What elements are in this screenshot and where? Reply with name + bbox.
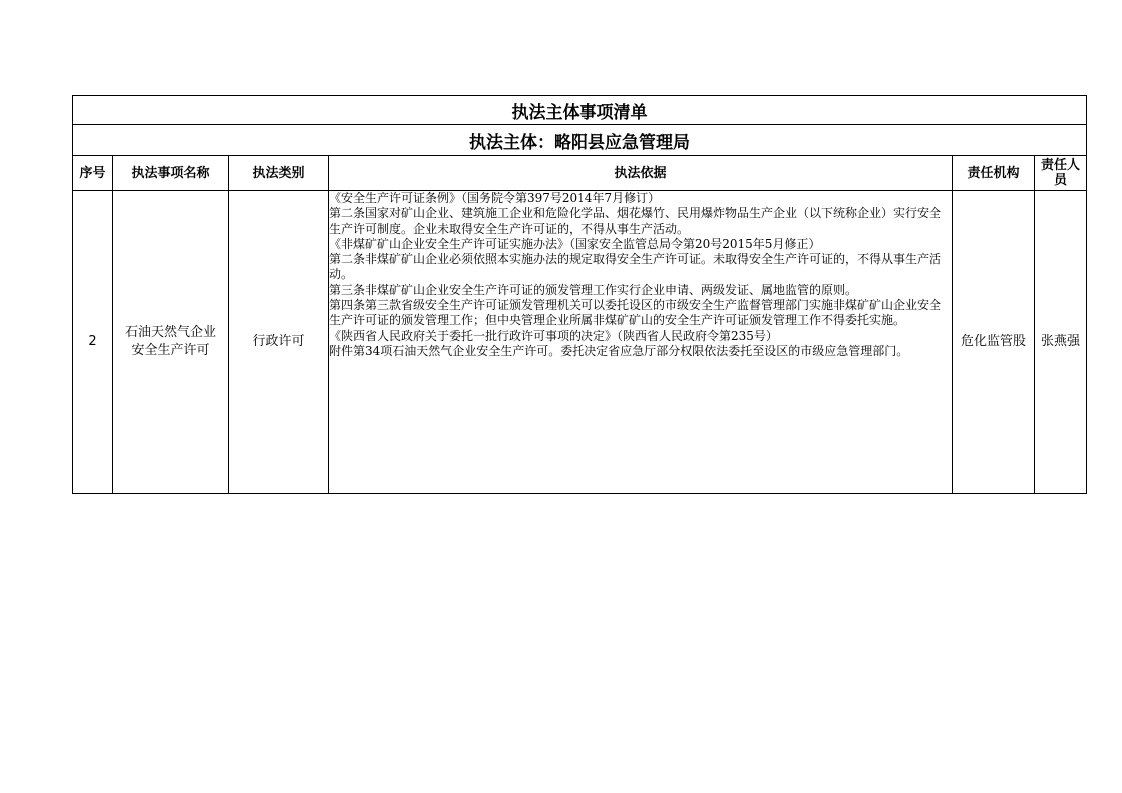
basis-line: 《安全生产许可证条例》（国务院令第397号2014年7月修订） — [329, 191, 661, 205]
header-person: 责任人员 — [1035, 156, 1087, 191]
header-row — [73, 156, 1087, 191]
table-subtitle: 执法主体：略阳县应急管理局 — [73, 125, 1087, 156]
basis-line: 附件第34项石油天然气企业安全生产许可。委托决定省应急厅部分权限依法委托至设区的市级应急管理部门。 — [329, 343, 909, 358]
row-basis — [329, 191, 953, 494]
header-department: 责任机构 — [953, 156, 1035, 191]
row-category: 行政许可 — [229, 191, 329, 494]
table-row — [73, 191, 1087, 494]
basis-line: 第二条国家对矿山企业、建筑施工企业和危险化学品、烟花爆竹、民用爆炸物品生产企业（以下统称企业）实行安全生产许可制度。企业未取得安全生产许可证的，不得从事生产活动。 — [329, 206, 942, 236]
row-index: 2 — [73, 191, 113, 494]
header-item-name: 执法事项名称 — [113, 156, 229, 191]
row-item-name: 石油天然气企业安全生产许可 — [113, 191, 229, 494]
subtitle-row — [73, 125, 1087, 156]
enforcement-items-table — [72, 95, 1087, 494]
header-category: 执法类别 — [229, 156, 329, 191]
basis-line: 《非煤矿矿山企业安全生产许可证实施办法》（国家安全监管总局令第20号2015年5月修正） — [329, 236, 821, 251]
basis-line: 《陕西省人民政府关于委托一批行政许可事项的决定》（陕西省人民政府令第235号） — [329, 328, 778, 343]
row-department: 危化监管股 — [953, 191, 1035, 494]
table-title: 执法主体事项清单 — [73, 96, 1087, 125]
title-row — [73, 96, 1087, 125]
header-index: 序号 — [73, 156, 113, 191]
basis-line: 第四条第三款省级安全生产许可证颁发管理机关可以委托设区的市级安全生产监督管理部门实施非煤矿矿山企业安全生产许可证的颁发管理工作；但中央管理企业所属非煤矿矿山的安全生产许可证颁发管理工作不得委托实施。 — [329, 298, 942, 328]
row-person: 张燕强 — [1035, 191, 1087, 494]
header-basis: 执法依据 — [329, 156, 953, 191]
basis-line: 第二条非煤矿矿山企业必须依照本实施办法的规定取得安全生产许可证。未取得安全生产许可证的，不得从事生产活动。 — [329, 252, 942, 282]
basis-line: 第三条非煤矿矿山企业安全生产许可证的颁发管理工作实行企业申请、两级发证、属地监管的原则。 — [329, 282, 858, 297]
